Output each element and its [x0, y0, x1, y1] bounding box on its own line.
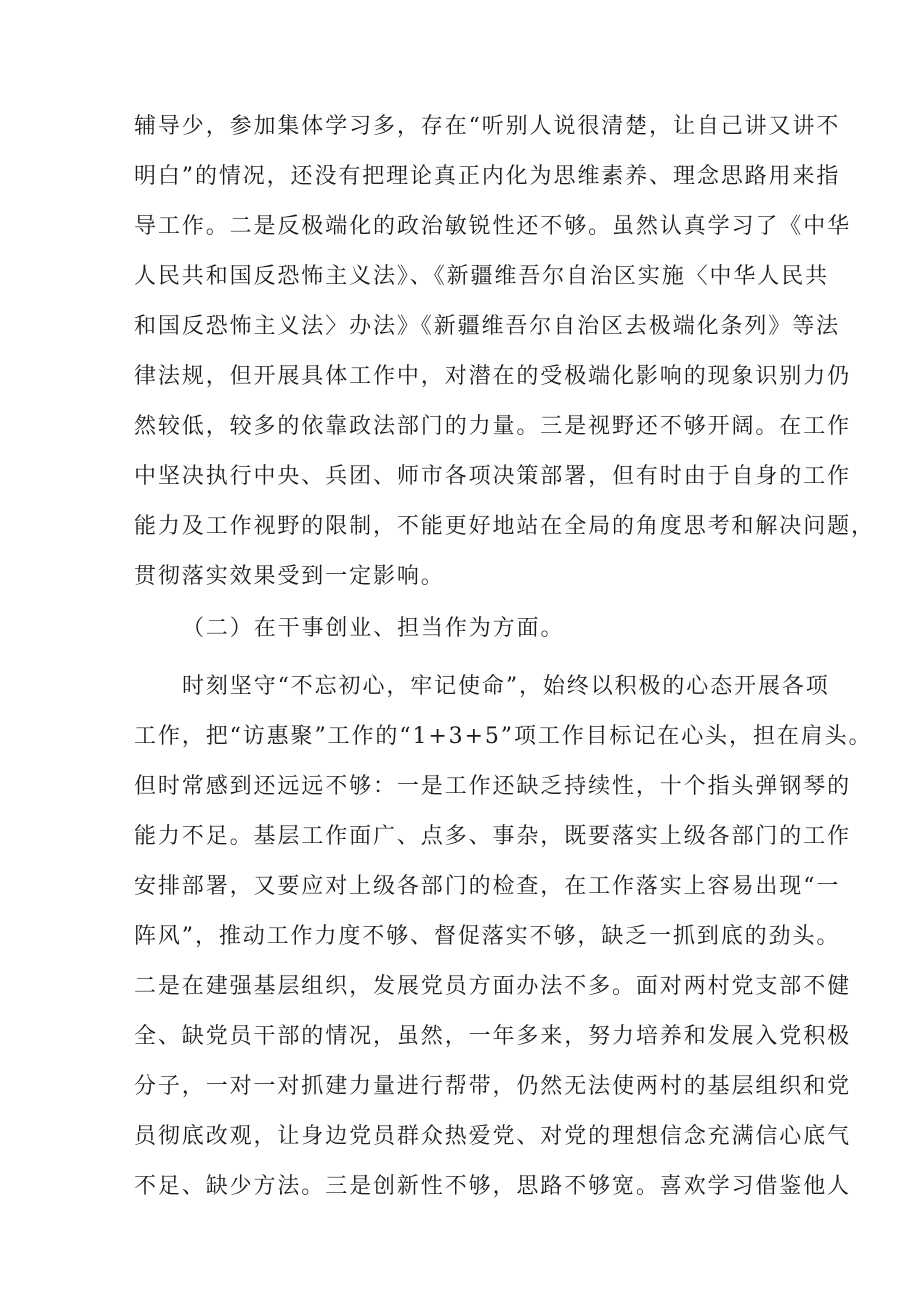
text-line: 能力不足。基层工作面广、点多、事杂，既要落实上级各部门的工作: [134, 824, 852, 849]
text-line: 导工作。二是反极端化的政治敏锐性还不够。虽然认真学习了《中华: [134, 214, 852, 239]
text-line: 能力及工作视野的限制，不能更好地站在全局的角度思考和解决问题，: [134, 514, 875, 539]
text-line: 二是在建强基层组织，发展党员方面办法不多。面对两村党支部不健: [134, 974, 852, 999]
text-line: 明白”的情况，还没有把理论真正内化为思维素养、理念思路用来指: [134, 164, 841, 189]
text-line: 辅导少，参加集体学习多，存在“听别人说很清楚，让自己讲又讲不: [134, 114, 841, 139]
text-line: 安排部署，又要应对上级各部门的检查，在工作落实上容易出现“一: [134, 874, 841, 899]
text-line: 律法规，但开展具体工作中，对潜在的受极端化影响的现象识别力仍: [134, 364, 852, 389]
text-line: 贯彻落实效果受到一定影响。: [134, 564, 445, 589]
text-line: 工作，把“访惠聚”工作的“1+3+5”项工作目标记在心头，担在肩头。: [134, 724, 873, 749]
text-line: 人民共和国反恐怖主义法》、《新疆维吾尔自治区实施〈中华人民共: [134, 264, 830, 289]
text-line: 分子，一对一对抓建力量进行帮带，仍然无法使两村的基层组织和党: [134, 1074, 852, 1099]
text-line: 和国反恐怖主义法〉办法》《新疆维吾尔自治区去极端化条列》等法: [134, 314, 841, 339]
section-heading: （二）在干事创业、担当作为方面。: [182, 616, 565, 641]
text-line: 阵风”，推动工作力度不够、督促落实不够，缺乏一抓到底的劲头。: [134, 924, 841, 949]
text-line: 时刻坚守“不忘初心，牢记使命”，始终以积极的心态开展各项: [182, 674, 830, 699]
text-line: 然较低，较多的依靠政法部门的力量。三是视野还不够开阔。在工作: [134, 414, 852, 439]
text-line: 不足、缺少方法。三是创新性不够，思路不够宽。喜欢学习借鉴他人: [134, 1174, 852, 1199]
text-line: 中坚决执行中央、兵团、师市各项决策部署，但有时由于自身的工作: [134, 464, 852, 489]
text-line: 全、缺党员干部的情况，虽然，一年多来，努力培养和发展入党积极: [134, 1024, 852, 1049]
text-line: 但时常感到还远远不够：一是工作还缺乏持续性，十个指头弹钢琴的: [134, 774, 852, 799]
text-line: 员彻底改观，让身边党员群众热爱党、对党的理想信念充满信心底气: [134, 1124, 852, 1149]
